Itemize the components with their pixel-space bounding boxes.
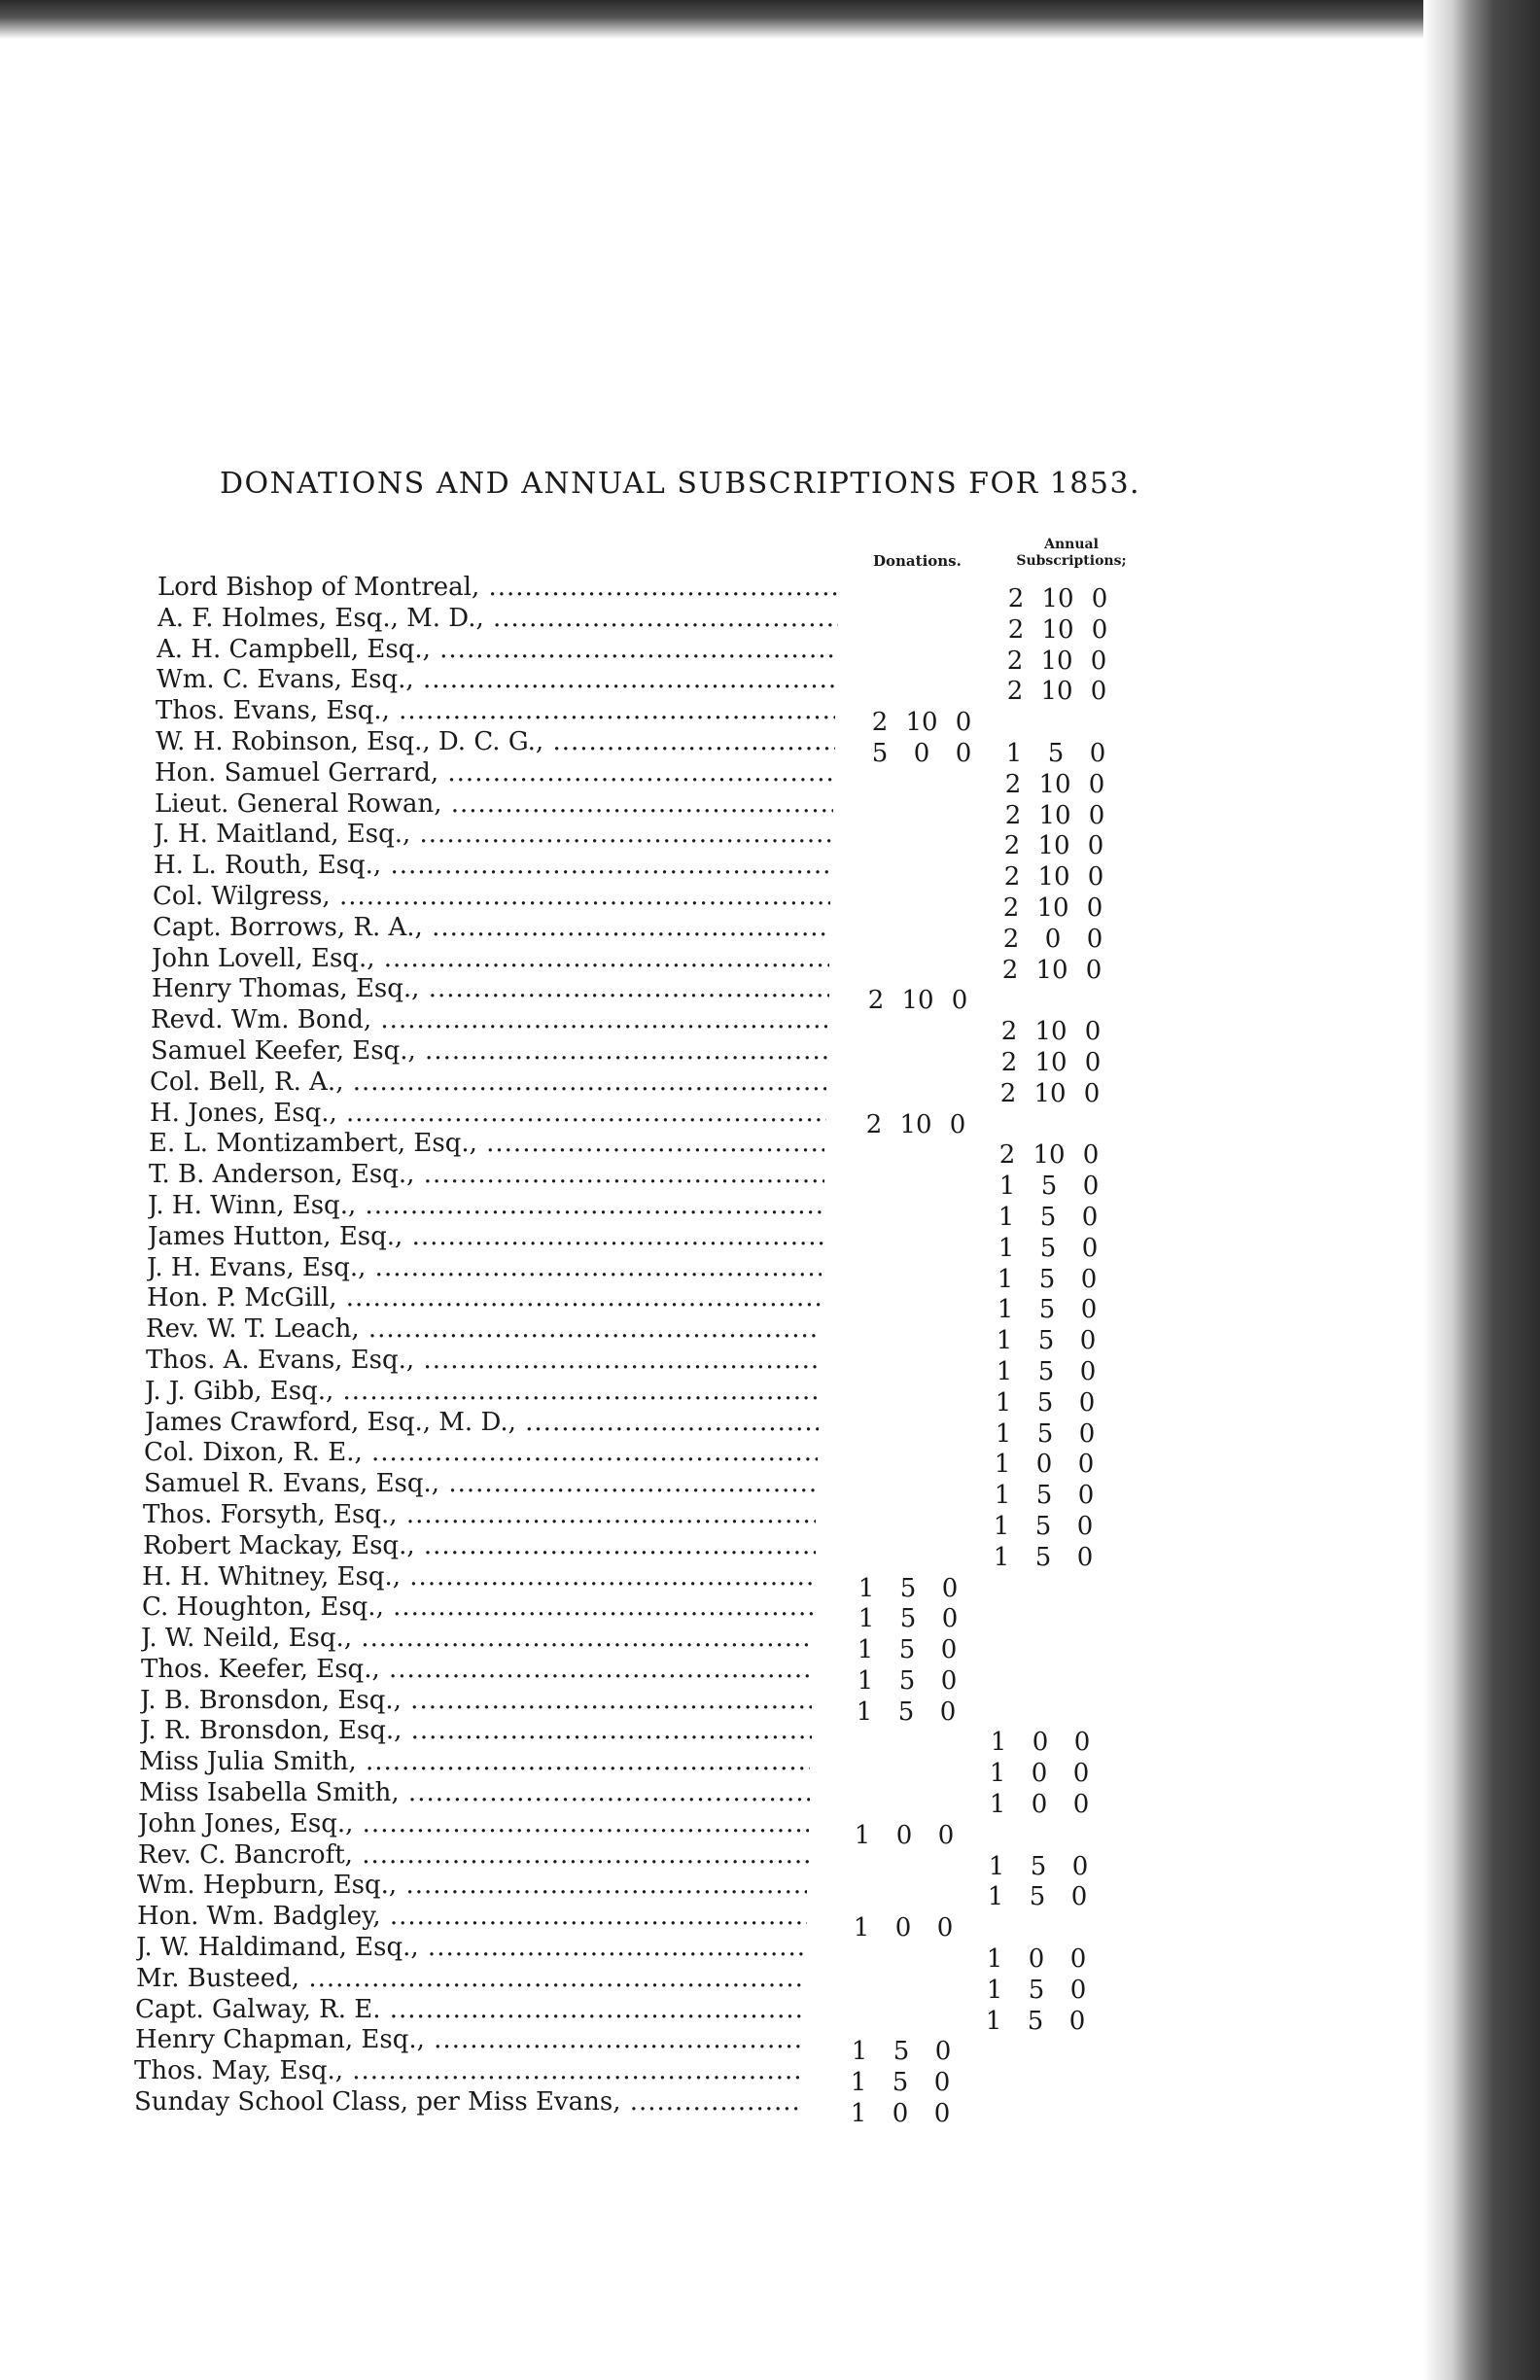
list-item <box>0 1777 1361 1820</box>
entry-name: A. F. Holmes, Esq., M. D., ..... <box>158 603 838 634</box>
entry-name: Samuel R. Evans, Esq., ..... <box>144 1468 818 1499</box>
donation-amount-shillings: 0 <box>895 1820 913 1850</box>
subscription-amount-pence: 0 <box>1077 1481 1095 1511</box>
donation-amount-shillings: 5 <box>892 2068 909 2098</box>
list-item <box>0 1067 1361 1108</box>
donation-amount-pounds: 1 <box>854 1820 871 1850</box>
subscription-amount-pence: 0 <box>1086 924 1103 954</box>
donation-amount-pounds: 2 <box>871 708 889 738</box>
subscription-amount-pence: 0 <box>1073 1728 1091 1758</box>
entry-name: Capt. Galway, R. E. ..... <box>135 1994 804 2025</box>
list-item <box>0 2024 1361 2067</box>
subscription-amount-pounds: 1 <box>996 1356 1013 1386</box>
donation-amount-pence: 0 <box>936 1913 954 1943</box>
subscription-amount-shillings: 10 <box>1038 800 1071 830</box>
entry-name: J. J. Gibb, Esq., ..... <box>145 1376 819 1407</box>
donation-amount-pence: 0 <box>937 1820 955 1850</box>
subscription-amount-pounds: 2 <box>1002 924 1020 954</box>
subscription-amount-pence: 0 <box>1076 1542 1094 1572</box>
entry-name: Capt. Borrows, R. A., ..... <box>153 912 830 943</box>
subscription-amount-shillings: 10 <box>1034 1047 1068 1077</box>
subscription-amount-pence: 0 <box>1083 1078 1101 1108</box>
subscription-amount-pence: 0 <box>1091 614 1108 645</box>
entry-name: Col. Bell, R. A., ..... <box>150 1067 826 1098</box>
donation-amount-shillings: 5 <box>899 1573 917 1603</box>
donation-amount-shillings: 5 <box>898 1665 916 1696</box>
subscription-amount-pounds: 1 <box>987 1882 1004 1912</box>
subscription-amount-shillings: 5 <box>1038 1295 1056 1325</box>
entry-name: E. L. Montizambert, Esq., ..... <box>149 1128 824 1159</box>
donation-amount-pounds: 1 <box>853 1913 870 1943</box>
subscription-amount-pounds: 2 <box>1004 769 1022 799</box>
subscription-amount-shillings: 10 <box>1036 892 1069 923</box>
entry-name: Henry Thomas, Esq., ..... <box>152 973 829 1004</box>
entry-name: T. B. Anderson, Esq., ..... <box>149 1159 824 1190</box>
donation-amount-pounds: 5 <box>871 738 889 768</box>
list-item <box>0 634 1361 676</box>
subscription-amount-shillings: 5 <box>1030 1851 1047 1881</box>
list-item <box>0 1468 1361 1511</box>
donations-column-header: Donations. <box>873 552 962 570</box>
subscription-amount-pence: 0 <box>1086 892 1103 923</box>
subscription-amount-pence: 0 <box>1082 1140 1100 1171</box>
entry-name: Miss Isabella Smith, ..... <box>139 1777 810 1808</box>
subscription-amount-shillings: 10 <box>1032 1140 1066 1171</box>
list-item <box>0 1313 1361 1356</box>
list-item <box>0 1345 1361 1386</box>
donation-amount-pence: 0 <box>955 708 972 738</box>
subscription-amount-shillings: 5 <box>1029 1882 1046 1912</box>
donation-amount-shillings: 10 <box>905 708 938 738</box>
subscription-amount-pence: 0 <box>1070 1882 1088 1912</box>
list-item <box>0 1623 1361 1665</box>
subscription-amount-pence: 0 <box>1090 646 1107 676</box>
subscription-amount-pounds: 1 <box>1005 738 1023 768</box>
list-item <box>0 1870 1361 1912</box>
entry-name: Hon. P. McGill, ..... <box>147 1282 822 1313</box>
entry-name: C. Houghton, Esq., ..... <box>142 1592 815 1623</box>
subscription-amount-shillings: 10 <box>1037 831 1070 861</box>
entry-name: Wm. C. Evans, Esq., ..... <box>157 664 836 695</box>
donation-amount-pence: 0 <box>940 1665 958 1696</box>
donation-amount-pence: 0 <box>939 1697 957 1727</box>
entry-name: Rev. W. T. Leach, ..... <box>146 1313 821 1345</box>
entry-name: H. L. Routh, Esq., ..... <box>154 850 832 881</box>
subscription-amount-pounds: 2 <box>1007 614 1025 645</box>
subscription-amount-shillings: 10 <box>1033 1078 1067 1108</box>
list-item <box>0 1035 1361 1077</box>
donation-amount-pence: 0 <box>955 738 972 768</box>
subscription-amount-pence: 0 <box>1076 1511 1094 1541</box>
subscription-amount-pounds: 2 <box>998 1140 1016 1171</box>
list-item <box>0 726 1361 768</box>
entry-name: Sunday School Class, per Miss Evans, ..... <box>134 2086 803 2118</box>
donation-amount-shillings: 0 <box>913 738 930 768</box>
donation-amount-shillings: 10 <box>899 1109 932 1139</box>
list-item <box>0 1654 1361 1696</box>
entry-name: Miss Julia Smith, ..... <box>139 1746 810 1777</box>
subscription-amount-pence: 0 <box>1088 800 1105 830</box>
donation-amount-pence: 0 <box>933 2068 951 2098</box>
list-item <box>0 1746 1361 1789</box>
list-item <box>0 819 1361 861</box>
list-item <box>0 695 1361 738</box>
page-title: DONATIONS AND ANNUAL SUBSCRIPTIONS FOR 1853. <box>220 467 1141 501</box>
subscription-amount-pounds: 1 <box>990 1728 1007 1758</box>
subscription-amount-pounds: 2 <box>1003 862 1021 892</box>
subscription-amount-pounds: 1 <box>988 1851 1005 1881</box>
entry-name: James Hutton, Esq., ..... <box>148 1221 823 1252</box>
list-item <box>0 1437 1361 1480</box>
entry-name: Col. Dixon, R. E., ..... <box>144 1437 818 1468</box>
list-item <box>0 1221 1361 1263</box>
list-item <box>0 1159 1361 1202</box>
list-item <box>0 1932 1361 1975</box>
donation-amount-pence: 0 <box>949 1109 966 1139</box>
subscription-amount-pounds: 1 <box>994 1481 1011 1511</box>
entry-name: A. H. Campbell, Esq., ..... <box>157 634 836 665</box>
list-item <box>0 1592 1361 1634</box>
subscription-amount-shillings: 5 <box>1047 738 1065 768</box>
list-item <box>0 1407 1361 1449</box>
subscription-amount-shillings: 0 <box>1035 1450 1053 1480</box>
list-item <box>0 881 1361 923</box>
subscription-amount-pounds: 2 <box>1006 646 1024 676</box>
subscription-amount-pence: 0 <box>1077 1450 1095 1480</box>
list-item <box>0 1128 1361 1171</box>
subscription-amount-pence: 0 <box>1084 1017 1102 1047</box>
donation-amount-pounds: 1 <box>851 2037 868 2067</box>
entry-name: James Crawford, Esq., M. D., ..... <box>145 1407 819 1438</box>
subscription-amount-pence: 0 <box>1072 1790 1090 1820</box>
donation-amount-pounds: 1 <box>856 1697 873 1727</box>
entry-name: Henry Chapman, Esq., ..... <box>135 2024 804 2055</box>
donation-amount-shillings: 0 <box>894 1913 912 1943</box>
subscription-amount-pence: 0 <box>1087 862 1104 892</box>
subscription-amount-shillings: 10 <box>1037 862 1070 892</box>
entry-name: Thos. A. Evans, Esq., ..... <box>146 1345 821 1376</box>
list-item <box>0 664 1361 707</box>
donation-amount-pounds: 2 <box>867 986 885 1016</box>
entry-name: Hon. Samuel Gerrard, ..... <box>155 757 833 788</box>
entry-name: H. H. Whitney, Esq., ..... <box>142 1561 815 1592</box>
donation-amount-shillings: 5 <box>897 1697 915 1727</box>
list-item <box>0 757 1361 799</box>
subscription-amount-pounds: 1 <box>997 1295 1014 1325</box>
subscription-amount-pence: 0 <box>1069 1944 1087 1975</box>
entry-name: Samuel Keefer, Esq., ..... <box>151 1035 827 1067</box>
donation-amount-pounds: 1 <box>850 2068 867 2098</box>
subscription-amount-shillings: 5 <box>1039 1233 1057 1263</box>
donation-amount-pounds: 1 <box>850 2099 867 2129</box>
donation-amount-pounds: 1 <box>858 1604 875 1634</box>
subscription-amount-shillings: 0 <box>1031 1759 1048 1789</box>
subscription-amount-pence: 0 <box>1081 1233 1099 1263</box>
list-item <box>0 912 1361 954</box>
subscription-amount-shillings: 5 <box>1039 1202 1057 1232</box>
entry-name: J. R. Bronsdon, Esq., ..... <box>140 1715 812 1746</box>
subscription-amount-shillings: 0 <box>1028 1944 1045 1975</box>
subscription-amount-pence: 0 <box>1079 1326 1097 1356</box>
subscription-amount-pounds: 1 <box>995 1387 1012 1418</box>
subscription-amount-pence: 0 <box>1080 1295 1098 1325</box>
subscription-amount-shillings: 5 <box>1040 1172 1058 1202</box>
subscription-amount-pence: 0 <box>1080 1264 1098 1294</box>
subscription-amount-pence: 0 <box>1089 738 1106 768</box>
subscription-amount-shillings: 5 <box>1037 1356 1055 1386</box>
list-item <box>0 1499 1361 1541</box>
donation-amount-pounds: 1 <box>857 1635 874 1665</box>
donation-amount-shillings: 10 <box>901 986 934 1016</box>
subscription-amount-pence: 0 <box>1088 769 1105 799</box>
entry-name: H. Jones, Esq., ..... <box>150 1098 826 1129</box>
donation-amount-pence: 0 <box>934 2037 952 2067</box>
donation-amount-pence: 0 <box>933 2099 951 2129</box>
subscription-amount-pence: 0 <box>1071 1851 1089 1881</box>
subscription-amount-shillings: 5 <box>1027 2006 1044 2036</box>
subscription-amount-pounds: 1 <box>997 1264 1014 1294</box>
subscriptions-column-header <box>1003 537 1139 570</box>
list-item <box>0 603 1361 645</box>
donation-amount-pence: 0 <box>951 986 968 1016</box>
entry-name: Thos. Evans, Esq., ..... <box>156 695 835 726</box>
entry-name: Wm. Hepburn, Esq., ..... <box>137 1870 807 1901</box>
subscription-amount-pence: 0 <box>1085 955 1102 985</box>
subscription-amount-shillings: 5 <box>1038 1264 1056 1294</box>
subscription-amount-pounds: 1 <box>986 1944 1003 1975</box>
list-item <box>0 1530 1361 1572</box>
subscription-amount-pounds: 1 <box>994 1450 1011 1480</box>
subscription-amount-pence: 0 <box>1081 1202 1099 1232</box>
subscription-amount-shillings: 10 <box>1041 584 1074 613</box>
subscription-amount-shillings: 5 <box>1028 1975 1045 2005</box>
list-item <box>0 1252 1361 1294</box>
donation-amount-pounds: 1 <box>858 1573 875 1603</box>
subscription-amount-pounds: 1 <box>996 1326 1013 1356</box>
list-item <box>0 973 1361 1016</box>
entry-name: J. H. Winn, Esq., ..... <box>148 1190 823 1221</box>
entry-name: Thos. May, Esq., ..... <box>134 2055 803 2086</box>
subscription-amount-pounds: 2 <box>999 1078 1017 1108</box>
donation-amount-pence: 0 <box>941 1604 959 1634</box>
subscription-amount-pence: 0 <box>1084 1047 1102 1077</box>
entry-name: J. H. Maitland, Esq., ..... <box>154 819 832 850</box>
subscription-amount-shillings: 5 <box>1037 1326 1055 1356</box>
subscription-amount-pounds: 2 <box>1007 584 1025 613</box>
entry-name: J. W. Neild, Esq., ..... <box>141 1623 813 1654</box>
subscription-amount-pounds: 1 <box>998 1233 1015 1263</box>
list-item <box>0 1282 1361 1325</box>
entry-name: Hon. Wm. Badgley, ..... <box>137 1901 807 1932</box>
subscription-amount-shillings: 5 <box>1036 1387 1054 1418</box>
scan-right-edge <box>1423 0 1540 2380</box>
subscription-amount-pounds: 1 <box>998 1172 1016 1202</box>
list-item <box>0 1561 1361 1603</box>
donation-amount-shillings: 0 <box>892 2099 909 2129</box>
donation-amount-shillings: 5 <box>898 1635 916 1665</box>
list-item <box>0 1963 1361 2005</box>
subscription-amount-pence: 0 <box>1072 1759 1090 1789</box>
subscriptions-header-line1: Annual <box>1044 537 1099 552</box>
subscription-amount-shillings: 5 <box>1036 1418 1054 1449</box>
subscription-amount-pence: 0 <box>1090 677 1107 707</box>
subscription-amount-pounds: 2 <box>1004 800 1022 830</box>
entry-name: Robert Mackay, Esq., ..... <box>143 1530 816 1561</box>
entry-name: Mr. Busteed, ..... <box>136 1963 806 1994</box>
subscription-amount-pounds: 1 <box>993 1511 1010 1541</box>
list-item <box>0 1376 1361 1418</box>
subscription-amount-shillings: 5 <box>1034 1542 1052 1572</box>
donation-amount-pounds: 1 <box>857 1665 874 1696</box>
subscription-amount-pounds: 2 <box>1003 831 1021 861</box>
list-item <box>0 788 1361 830</box>
list-item <box>0 1685 1361 1727</box>
subscription-amount-shillings: 10 <box>1041 614 1074 645</box>
subscription-amount-pounds: 2 <box>1002 892 1020 923</box>
subscription-amount-shillings: 0 <box>1044 924 1062 954</box>
entry-name: Lord Bishop of Montreal, ..... <box>158 572 838 603</box>
subscription-amount-pence: 0 <box>1078 1387 1096 1418</box>
subscription-amount-shillings: 5 <box>1034 1511 1052 1541</box>
subscription-amount-pounds: 1 <box>995 1418 1012 1449</box>
subscription-amount-pence: 0 <box>1079 1356 1097 1386</box>
subscription-amount-pence: 0 <box>1068 2006 1086 2036</box>
list-item <box>0 1098 1361 1139</box>
list-item <box>0 943 1361 985</box>
entry-name: Thos. Keefer, Esq., ..... <box>141 1654 813 1685</box>
subscription-amount-pounds: 2 <box>1006 677 1024 707</box>
list-item <box>0 1808 1361 1850</box>
entry-name: J. B. Bronsdon, Esq., ..... <box>140 1685 812 1716</box>
entry-name: J. W. Haldimand, Esq., ..... <box>136 1932 806 1963</box>
entry-name: Rev. C. Bancroft, ..... <box>138 1839 809 1871</box>
subscription-amount-pence: 0 <box>1091 584 1108 613</box>
subscription-amount-pounds: 1 <box>993 1542 1010 1572</box>
donation-amount-shillings: 5 <box>892 2037 910 2067</box>
entry-name: J. H. Evans, Esq., ..... <box>147 1252 822 1283</box>
donation-amount-shillings: 5 <box>899 1604 917 1634</box>
list-item <box>0 1715 1361 1758</box>
list-item <box>0 1190 1361 1232</box>
list-item <box>0 1901 1361 1943</box>
entry-name: Revd. Wm. Bond, ..... <box>151 1004 827 1035</box>
subscription-amount-shillings: 10 <box>1040 677 1073 707</box>
list-item <box>0 1839 1361 1881</box>
list-item <box>0 2086 1361 2129</box>
entry-name: Thos. Forsyth, Esq., ..... <box>143 1499 816 1530</box>
subscription-amount-pence: 0 <box>1082 1172 1100 1202</box>
list-item <box>0 1994 1361 2036</box>
document-page <box>0 39 1423 2380</box>
subscription-amount-pounds: 2 <box>1000 1017 1018 1047</box>
entry-name: Lieut. General Rowan, ..... <box>155 788 833 820</box>
entry-name: John Jones, Esq., ..... <box>138 1808 809 1839</box>
subscription-amount-shillings: 0 <box>1031 1790 1048 1820</box>
list-item <box>0 572 1361 613</box>
subscription-list <box>0 572 1361 2129</box>
subscription-amount-pounds: 2 <box>1001 955 1019 985</box>
subscription-amount-shillings: 5 <box>1035 1481 1053 1511</box>
subscription-amount-shillings: 0 <box>1032 1728 1049 1758</box>
subscription-amount-shillings: 10 <box>1034 1017 1068 1047</box>
subscription-amount-shillings: 10 <box>1040 646 1073 676</box>
subscriptions-header-line2: Subscriptions; <box>1016 553 1127 569</box>
subscription-amount-pounds: 1 <box>989 1790 1006 1820</box>
subscription-amount-pence: 0 <box>1078 1418 1096 1449</box>
donation-amount-pence: 0 <box>940 1635 958 1665</box>
scan-top-edge <box>0 0 1540 39</box>
subscription-amount-pounds: 1 <box>986 1975 1003 2005</box>
donation-amount-pounds: 2 <box>865 1109 883 1139</box>
entry-name: W. H. Robinson, Esq., D. C. G., ..... <box>156 726 835 757</box>
subscription-amount-pounds: 1 <box>985 2006 1002 2036</box>
subscription-amount-shillings: 10 <box>1035 955 1068 985</box>
subscription-amount-pounds: 1 <box>989 1759 1006 1789</box>
subscription-amount-pounds: 2 <box>1000 1047 1018 1077</box>
list-item <box>0 850 1361 892</box>
list-item <box>0 1004 1361 1047</box>
entry-name: John Lovell, Esq., ..... <box>152 943 829 974</box>
list-item <box>0 2055 1361 2098</box>
subscription-amount-pence: 0 <box>1087 831 1104 861</box>
subscription-amount-pence: 0 <box>1069 1975 1087 2005</box>
subscription-amount-pounds: 1 <box>998 1202 1015 1232</box>
donation-amount-pence: 0 <box>941 1573 959 1603</box>
subscription-amount-shillings: 10 <box>1038 769 1071 799</box>
entry-name: Col. Wilgress, ..... <box>153 881 830 912</box>
